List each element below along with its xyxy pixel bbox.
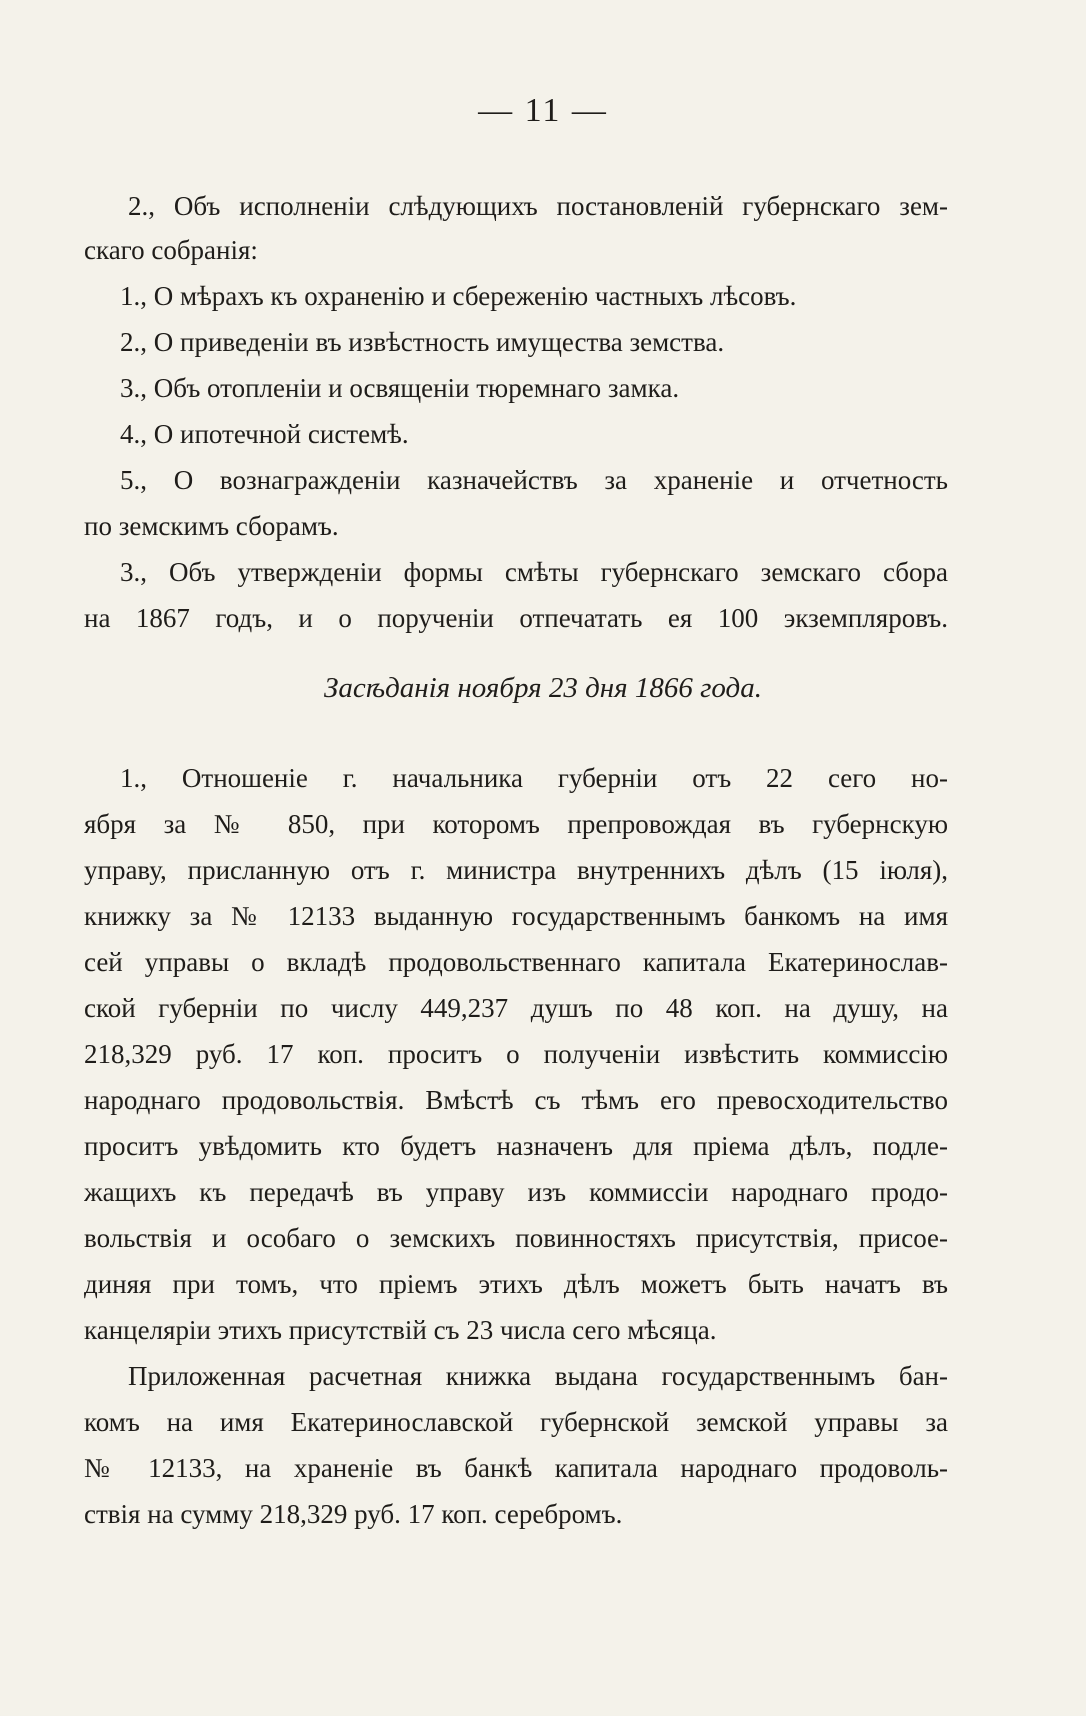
text-line: 1., О мѣрахъ къ охраненію и сбереженію частныхъ лѣсовъ. bbox=[120, 281, 797, 311]
section-heading: Засѣданія ноября 23 дня 1866 года. bbox=[324, 672, 762, 704]
text-line: жащихъ къ передачѣ въ управу изъ коммиссіи народнаго продо- bbox=[84, 1177, 948, 1207]
text-line: Приложенная расчетная книжка выдана государственнымъ бан- bbox=[128, 1361, 948, 1391]
text-line: 2., О приведеніи въ извѣстность имущества земства. bbox=[120, 327, 725, 357]
text-line: скаго собранія: bbox=[84, 235, 258, 265]
text-line: 1., Отношеніе г. начальника губерніи отъ 22 сего но- bbox=[120, 763, 948, 793]
text-line: ября за № 850, при которомъ препровождая въ губернскую bbox=[84, 809, 948, 839]
text-line: управу, присланную отъ г. министра внутреннихъ дѣлъ (15 іюля), bbox=[84, 855, 948, 885]
text-line: 3., Объ утвержденіи формы смѣты губернскаго земскаго сбора bbox=[120, 557, 948, 587]
text-line: народнаго продовольствія. Вмѣстѣ съ тѣмъ его превосходительство bbox=[84, 1085, 948, 1115]
text-line: диняя при томъ, что пріемъ этихъ дѣлъ можетъ быть начатъ въ bbox=[84, 1269, 948, 1299]
text-line: сей управы о вкладѣ продовольственнаго капитала Екатеринослав- bbox=[84, 947, 948, 977]
text-line: ствія на сумму 218,329 руб. 17 коп. серебромъ. bbox=[84, 1499, 623, 1529]
text-line: 4., О ипотечной системѣ. bbox=[120, 419, 409, 449]
text-line: канцеляріи этихъ присутствій съ 23 числа сего мѣсяца. bbox=[84, 1315, 717, 1345]
text-line: ской губерніи по числу 449,237 душъ по 48 коп. на душу, на bbox=[84, 993, 948, 1023]
text-line: 3., Объ отопленіи и освященіи тюремнаго замка. bbox=[120, 373, 680, 403]
text-line: № 12133, на храненіе въ банкѣ капитала народнаго продоволь- bbox=[84, 1453, 948, 1483]
text-line: по земскимъ сборамъ. bbox=[84, 511, 339, 541]
text-line: 218,329 руб. 17 коп. проситъ о полученіи извѣстить коммиссію bbox=[84, 1039, 948, 1069]
text-line: 5., О вознагражденіи казначействъ за храненіе и отчетность bbox=[120, 465, 948, 495]
text-line: проситъ увѣдомить кто будетъ назначенъ для пріема дѣлъ, подле- bbox=[84, 1131, 948, 1161]
page-number: — 11 — bbox=[478, 92, 608, 129]
text-line: книжку за № 12133 выданную государственнымъ банкомъ на имя bbox=[84, 901, 948, 931]
text-line: вольствія и особаго о земскихъ повинностяхъ присутствія, присое- bbox=[84, 1223, 948, 1253]
text-line: 2., Объ исполненіи слѣдующихъ постановленій губернскаго зем- bbox=[128, 191, 948, 221]
text-line: на 1867 годъ, и о порученіи отпечатать ея 100 экземпляровъ. bbox=[84, 603, 948, 633]
text-line: комъ на имя Екатеринославской губернской земской управы за bbox=[84, 1407, 948, 1437]
